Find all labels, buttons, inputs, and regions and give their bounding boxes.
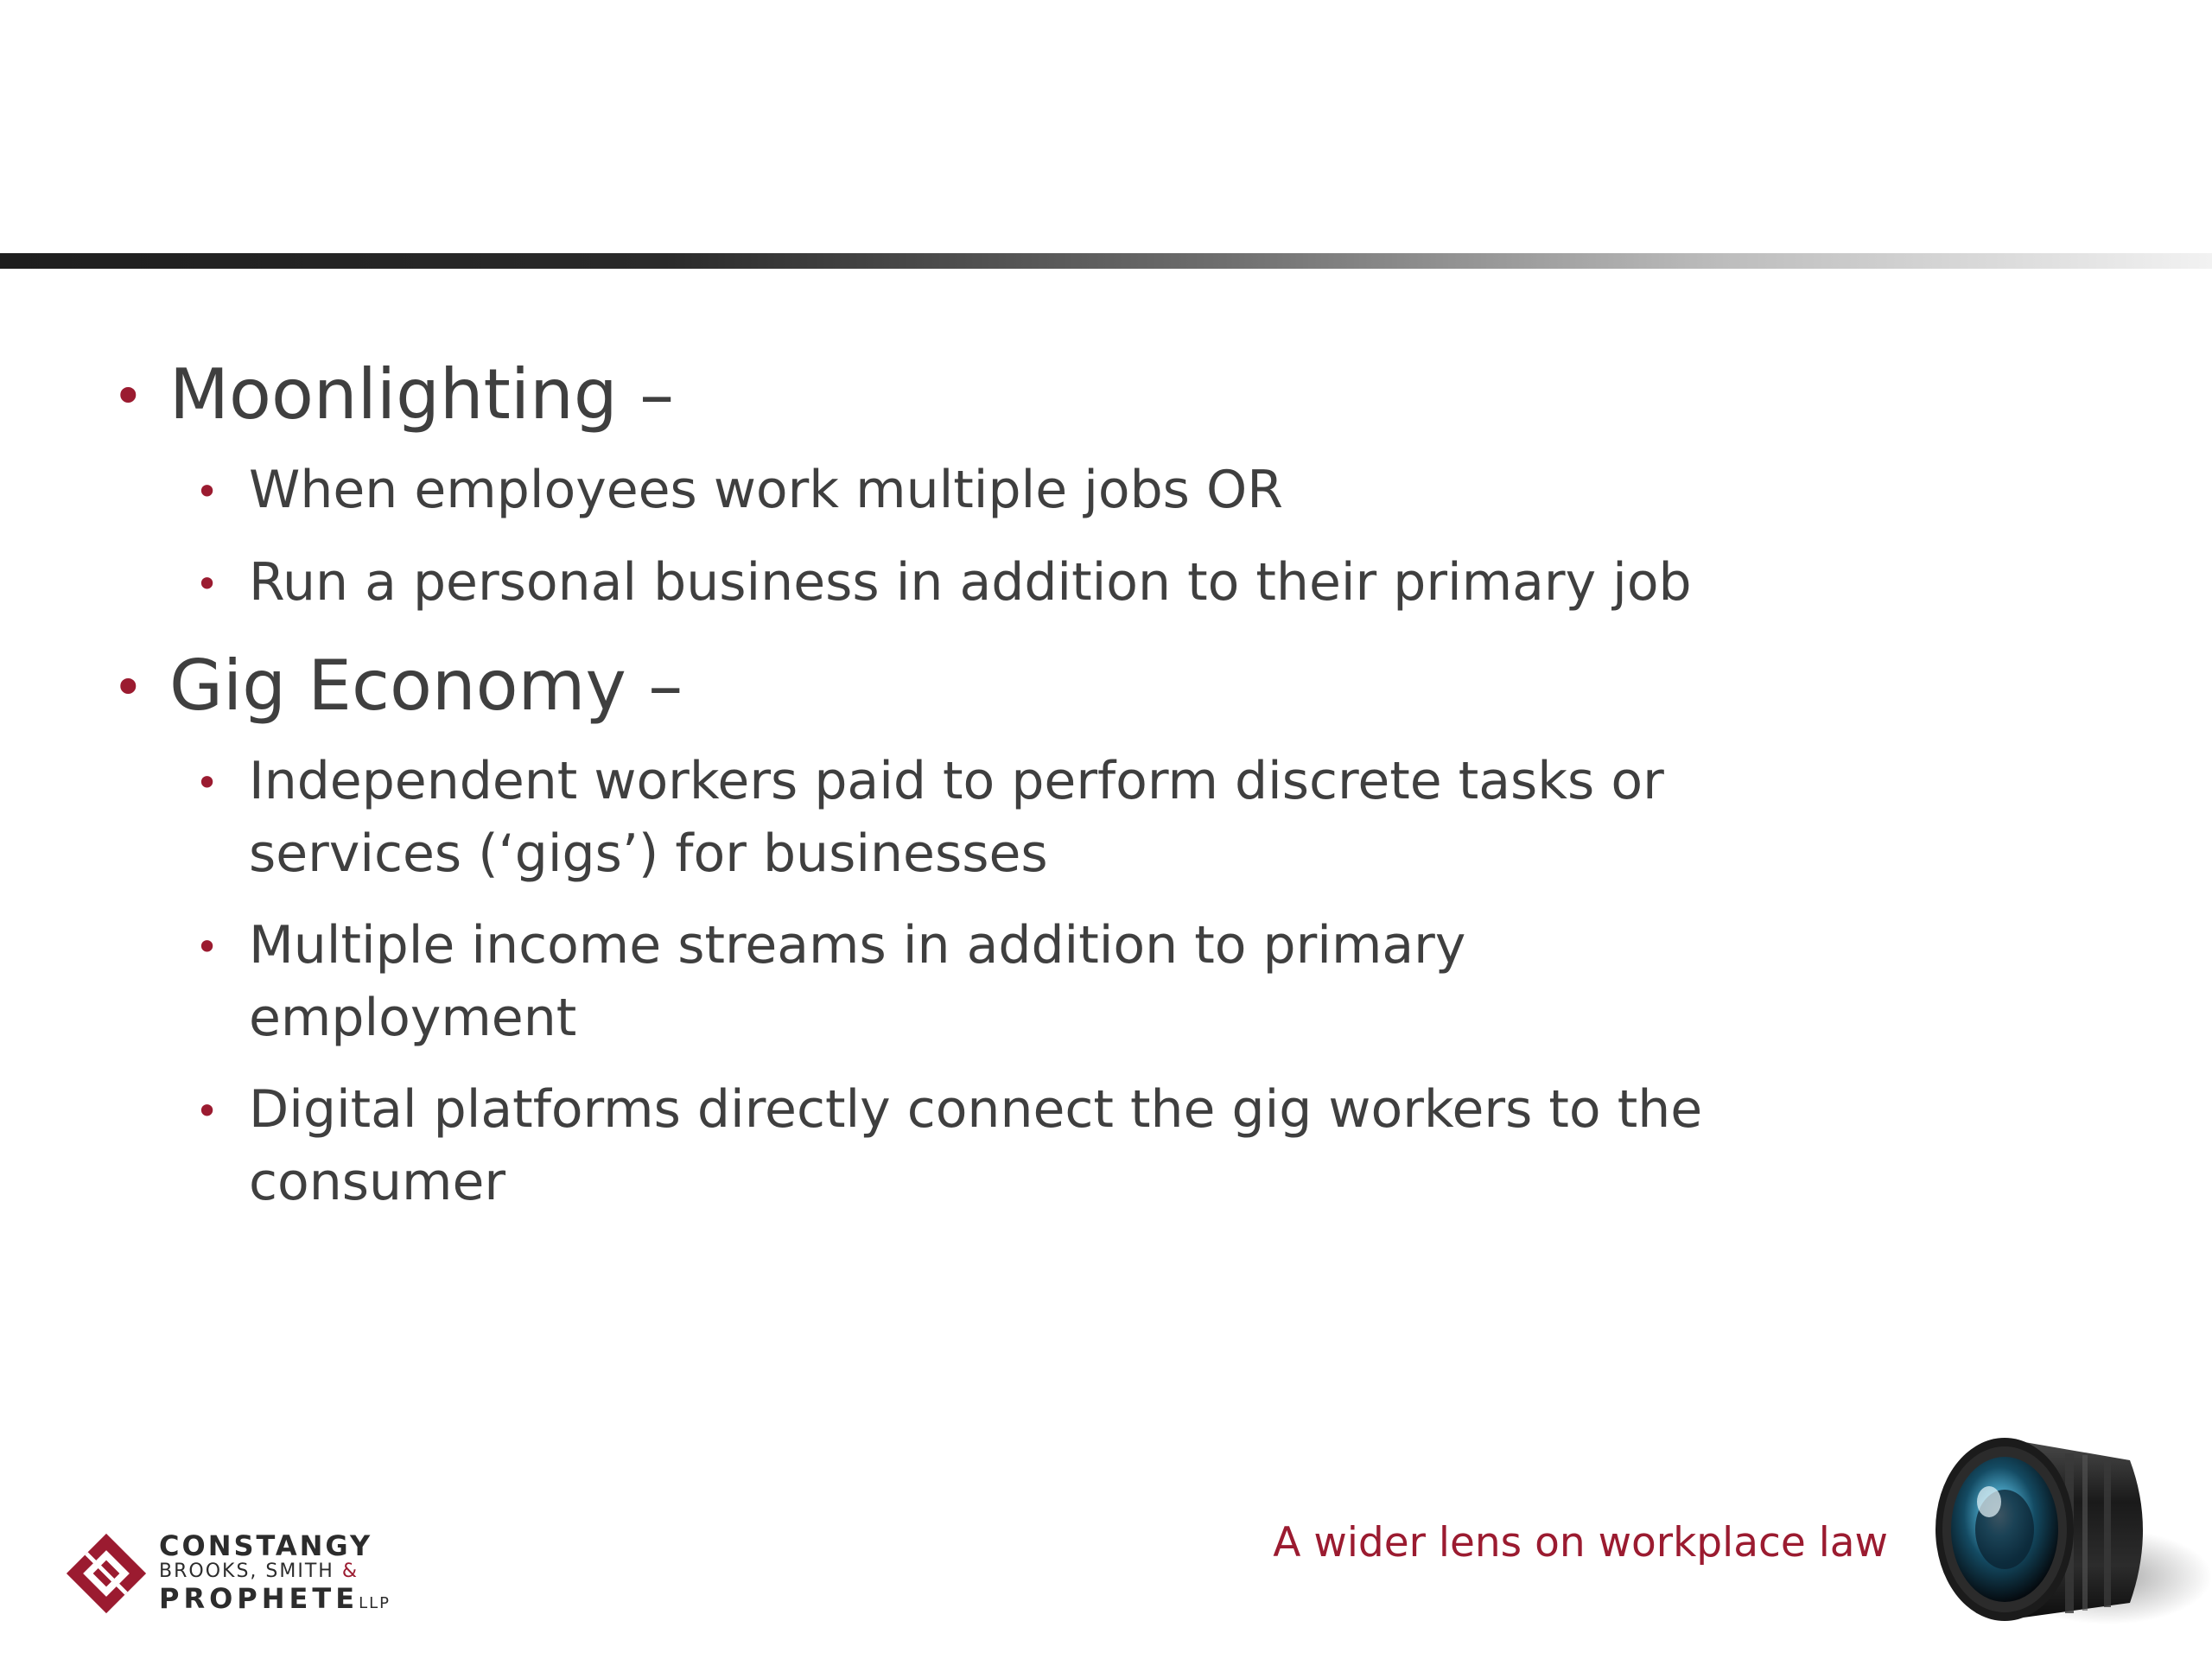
logo-line-3-text: PROPHETE xyxy=(159,1582,359,1615)
bullet-text-line-1: Multiple income streams in addition to primary xyxy=(249,915,1466,976)
bullet-text-line-1: Digital platforms directly connect the gig workers to the xyxy=(249,1079,1703,1140)
camera-lens-icon xyxy=(1910,1400,2212,1659)
bullet-dot: • xyxy=(112,656,144,719)
firm-logo-text xyxy=(159,1531,391,1619)
bullet-gig-economy xyxy=(112,645,683,727)
bullet-text: Moonlighting – xyxy=(169,354,675,435)
bullet-text-line-2: consumer xyxy=(249,1152,506,1212)
bullet-dot: • xyxy=(195,1088,219,1135)
logo-ampersand: & xyxy=(341,1560,359,1582)
bullet-text: Run a personal business in addition to their primary job xyxy=(249,552,1692,613)
bullet-dot: • xyxy=(195,924,219,970)
bullet-text-line-2: employment xyxy=(249,988,577,1048)
header-divider xyxy=(0,253,2212,269)
sub-bullet-digital-platforms xyxy=(195,1073,1703,1218)
bullet-dot: • xyxy=(195,561,219,607)
logo-line-3 xyxy=(159,1583,391,1619)
logo-llp: LLP xyxy=(359,1594,391,1612)
constangy-diamond-logo-icon xyxy=(65,1532,148,1615)
logo-line-2 xyxy=(159,1560,391,1583)
sub-bullet-multiple-income xyxy=(195,909,1466,1054)
bullet-dot: • xyxy=(112,365,144,428)
bullet-text: Gig Economy – xyxy=(169,645,683,726)
bullet-dot: • xyxy=(195,468,219,515)
logo-line-1: CONSTANGY xyxy=(159,1529,373,1562)
sub-bullet-independent-workers xyxy=(195,745,1664,890)
sub-bullet-personal-business xyxy=(195,546,1692,619)
footer-tagline: A wider lens on workplace law xyxy=(1273,1519,1888,1567)
logo-line-2-text: BROOKS, SMITH xyxy=(159,1560,334,1582)
bullet-text-line-2: services (‘gigs’) for businesses xyxy=(249,823,1048,884)
bullet-text: When employees work multiple jobs OR xyxy=(249,460,1283,520)
bullet-moonlighting xyxy=(112,354,675,435)
bullet-dot: • xyxy=(195,760,219,806)
sub-bullet-multiple-jobs xyxy=(195,454,1283,526)
bullet-text-line-1: Independent workers paid to perform discrete tasks or xyxy=(249,751,1664,811)
